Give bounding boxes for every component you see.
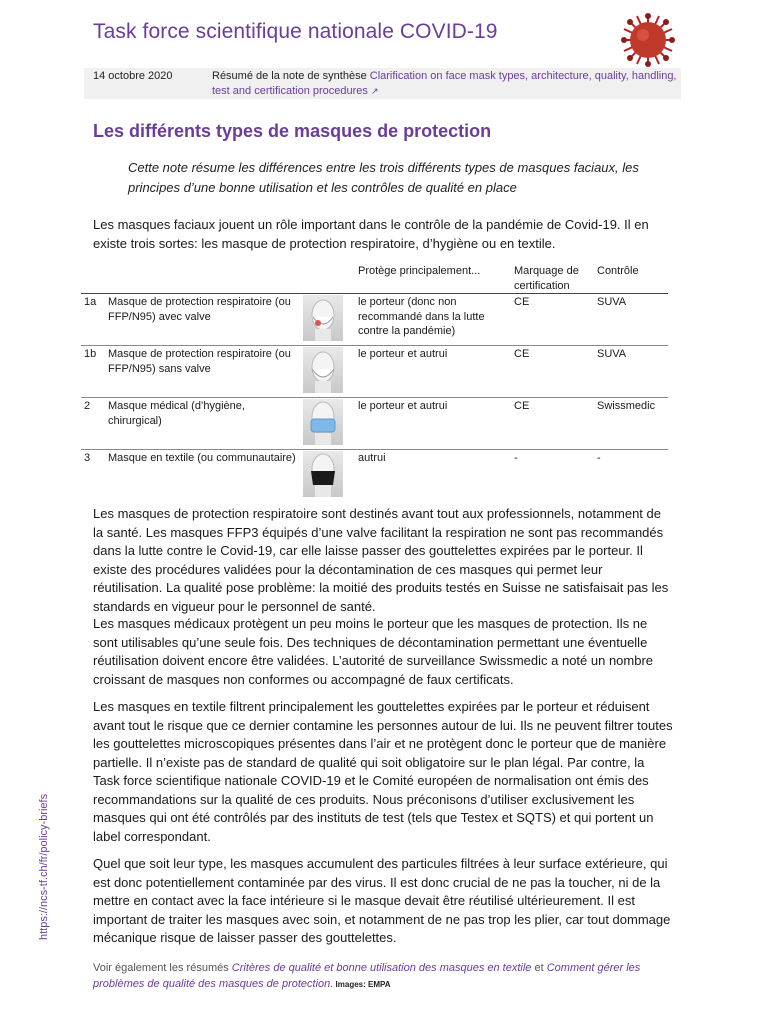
- row-id: 3: [84, 452, 91, 464]
- policy-brief-link[interactable]: Clarification on face mask types, architecture, quality, handling, test and certification procedures: [212, 70, 677, 97]
- mask-photo-surgical: [303, 399, 343, 445]
- paragraph-handling: Quel que soit leur type, les masques accumulent des particules filtrées à leur surface extérieure, qui est donc potentiellement contaminée par des virus. Il est donc crucial de ne pas la toucher, ni de la mettre en contact avec la face intérieure si le masque devait être réutilisé ultérieurement. Il est important de traiter les masques avec soin, et notamment de ne pas trop les plier, car tout dommage mécanique risque de laisser passer des gouttelettes.: [93, 856, 671, 945]
- row-id: 2: [84, 400, 91, 412]
- row-protects: autrui: [358, 452, 386, 464]
- header-control: Contrôle: [597, 265, 639, 277]
- image-credit: Images: EMPA: [333, 980, 391, 989]
- row-control: -: [597, 452, 601, 464]
- footer-mid: et: [531, 962, 547, 974]
- mask-photo-textile: [303, 451, 343, 497]
- publication-date: 14 octobre 2020: [93, 70, 173, 82]
- row-protects: le porteur et autrui: [358, 400, 448, 412]
- textile-masks-link[interactable]: Critères de qualité et bonne utilisation des masques en textile: [231, 962, 532, 974]
- page-title: Task force scientifique nationale COVID-19: [93, 20, 498, 43]
- mask-types-table: [81, 262, 668, 502]
- row-marking: CE: [514, 296, 530, 308]
- summary-prefix: Résumé de la note de synthèse: [212, 70, 370, 82]
- row-mask-name: Masque de protection respiratoire (ou FFP/N95) avec valve: [108, 296, 291, 323]
- summary-band: [84, 68, 681, 99]
- row-id: 1a: [84, 296, 97, 308]
- lead-paragraph: Les masques faciaux jouent un rôle important dans le contrôle de la pandémie de Covid-19. Il en existe trois sortes: les masque de protection respiratoire, d’hygiène ou en textile.: [93, 217, 649, 251]
- row-control: SUVA: [597, 348, 627, 360]
- row-id: 1b: [84, 348, 97, 360]
- row-control: SUVA: [597, 296, 627, 308]
- policy-briefs-url[interactable]: https://ncs-tf.ch/fr/policy-briefs: [38, 793, 50, 940]
- row-protects: le porteur et autrui: [358, 348, 448, 360]
- external-link-icon[interactable]: ↗: [370, 86, 379, 96]
- header-marking: Marquage de certification: [514, 265, 579, 292]
- paragraph-medical-masks: Les masques médicaux protègent un peu moins le porteur que les masques de protection. Ils ne sont utilisables qu’une seule fois. Des techniques de décontamination permettant une éventuelle réutilisation doivent encore être validées. L’autorité de surveillance Swissmedic a noté un nombre croissant de masques non conformes ou accompagné de faux certificats.: [93, 616, 654, 687]
- mask-photo-no-valve: [303, 347, 343, 393]
- row-marking: CE: [514, 400, 530, 412]
- row-marking: -: [514, 452, 518, 464]
- protective-masks-link[interactable]: Comment gérer les problèmes de qualité des masques de protection.: [93, 962, 641, 990]
- row-control: Swissmedic: [597, 400, 656, 412]
- summary-source: [212, 69, 682, 99]
- coronavirus-icon: [620, 12, 676, 68]
- paragraph-textile-masks: Les masques en textile filtrent principalement les gouttelettes expirées par le porteur et réduisent avant tout le risque que ce dernier contamine les personnes autour de lui. Ils ne peuvent filtrer toutes les gouttelettes microscopiques présentes dans l’air et ne protègent donc le porteur que de manière partielle. Il n’existe pas de standard de qualité qui soit obligatoire sur le plan légal. Par contre, la Task force scientifique nationale COVID-19 et le Comité européen de normalisation ont émis des recommandations sur la qualité de ces produits. Nous préconisons d’utiliser exclusivement les masques qui ont été contrôlés par des instituts de test (tels que Testex et SQTS) et qui portent un label correspondant.: [93, 699, 673, 844]
- paragraph-respirators: Les masques de protection respiratoire sont destinés avant tout aux professionnels, notamment de la santé. Les masques FFP3 équipés d’une valve facilitant la respiration ne sont pas recommandés dans la lutte contre le Covid-19, car elle laisse passer des gouttelettes expirées par le porteur. Il existe des procédures validées pour la décontamination de ces masques qui permet leur réutilisation. La qualité pose problème: la moitié des produits testés en Suisse ne satisfaisait pas les standards en vigueur pour le personnel de santé.: [93, 506, 669, 614]
- mask-photo-valve: [303, 295, 343, 341]
- row-marking: CE: [514, 348, 530, 360]
- footer-note: [93, 960, 673, 993]
- row-protects: le porteur (donc non recommandé dans la lutte contre la pandémie): [358, 296, 485, 337]
- header-protects: Protège principalement...: [358, 265, 481, 277]
- row-mask-name: Masque de protection respiratoire (ou FFP/N95) sans valve: [108, 348, 291, 375]
- intro-text: Cette note résume les différences entre les trois différents types de masques faciaux, les principes d’une bonne utilisation et les contrôles de qualité en place: [128, 160, 639, 195]
- section-heading: Les différents types de masques de protection: [93, 121, 492, 141]
- row-mask-name: Masque médical (d’hygiène, chirurgical): [108, 400, 245, 427]
- row-mask-name: Masque en textile (ou communautaire): [108, 452, 296, 464]
- footer-prefix: Voir également les résumés: [93, 962, 232, 974]
